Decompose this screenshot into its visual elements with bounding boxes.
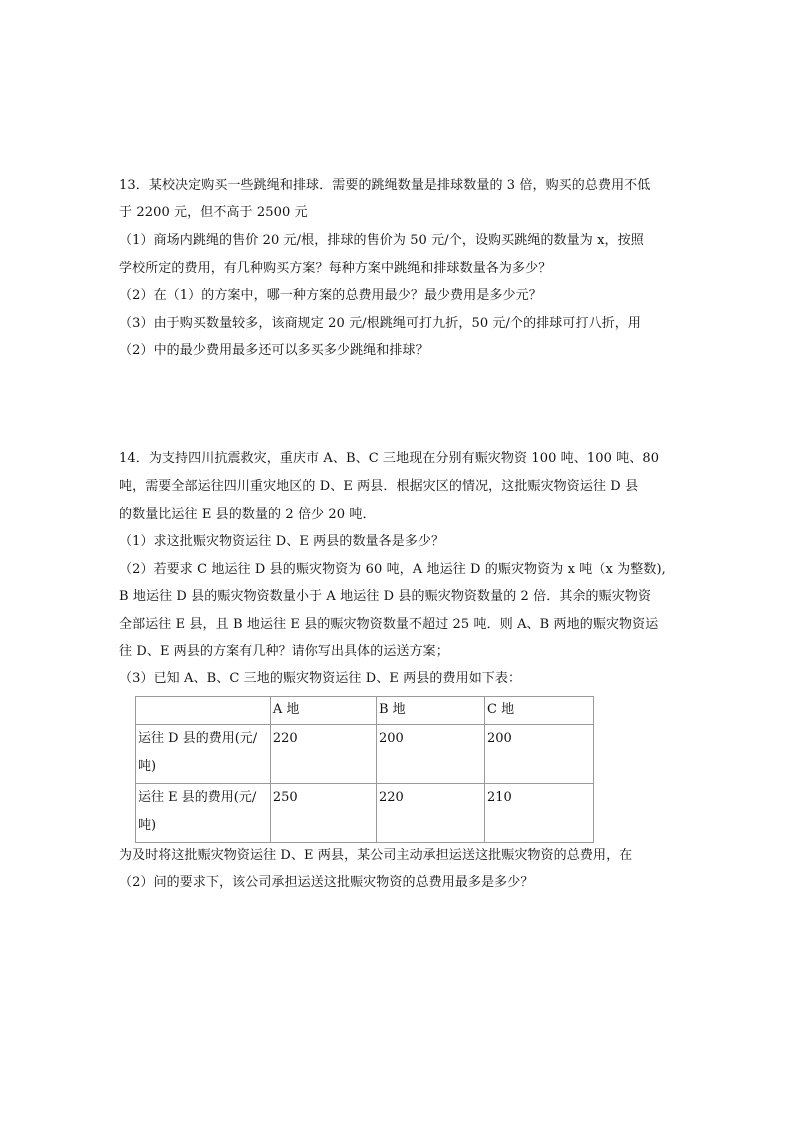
table-row xyxy=(136,784,594,843)
problem14-line-1: 14．为支持四川抗震救灾，重庆市 A、B、C 三地现在分别有赈灾物资 100 吨、100 吨、80 xyxy=(119,451,660,466)
problem13-line-5: （2）在（1）的方案中，哪一种方案的总费用最少？最少费用是多少元？ xyxy=(119,288,542,303)
table-cell: 200 xyxy=(484,725,593,784)
table-header-cell xyxy=(136,697,271,725)
problem14-line-7: 全部运往 E 县，且 B 地运往 E 县的赈灾物资数量不超过 25 吨．则 A、B 两地的赈灾物资运 xyxy=(119,617,659,632)
problem13-line-6: （3）由于购买数量较多，该商规定 20 元/根跳绳可打九折，50 元/个的排球可打八折，用 xyxy=(119,316,642,331)
problem13-line-2: 于 2200 元，但不高于 2500 元 xyxy=(119,205,308,220)
table-header-row xyxy=(136,697,594,725)
table-row xyxy=(136,725,594,784)
table-cell: 220 xyxy=(270,725,376,784)
table-header-cell: C 地 xyxy=(484,697,593,725)
table-header-cell: A 地 xyxy=(270,697,376,725)
problem13-line-4: 学校所定的费用，有几种购买方案？每种方案中跳绳和排球数量各为多少？ xyxy=(119,261,552,276)
problem14-line-8: 往 D、E 两县的方案有几种？请你写出具体的运送方案； xyxy=(119,644,449,659)
problem14-line-2: 吨，需要全部运往四川重灾地区的 D、E 两县．根据灾区的情况，这批赈灾物资运往 D 县 xyxy=(119,479,639,494)
problem14-line-5: （2）若要求 C 地运往 D 县的赈灾物资为 60 吨，A 地运往 D 的赈灾物资为 x 吨（x 为整数), xyxy=(119,562,666,577)
problem14-line-6: B 地运往 D 县的赈灾物资数量小于 A 地运往 D 县的赈灾物资数量的 2 倍．其余的赈灾物资 xyxy=(119,589,652,604)
problem13-line-1: 13．某校决定购买一些跳绳和排球．需要的跳绳数量是排球数量的 3 倍，购买的总费用不低 xyxy=(119,178,651,193)
cost-table xyxy=(135,696,594,843)
table-header-cell: B 地 xyxy=(376,697,484,725)
table-cell: 250 xyxy=(270,784,376,843)
table-row-label: 运往 D 县的费用(元/吨) xyxy=(136,725,271,784)
problem14-after-line-1: 为及时将这批赈灾物资运往 D、E 两县，某公司主动承担运送这批赈灾物资的总费用，在 xyxy=(119,848,633,863)
problem14-line-4: （1）求这批赈灾物资运往 D、E 两县的数量各是多少？ xyxy=(119,534,445,549)
table-cell: 200 xyxy=(376,725,484,784)
problem13-line-3: （1）商场内跳绳的售价 20 元/根，排球的售价为 50 元/个，设购买跳绳的数量为 x，按照 xyxy=(119,233,644,248)
problem14-line-9: （3）已知 A、B、C 三地的赈灾物资运往 D、E 两县的费用如下表： xyxy=(119,671,522,686)
table-row-label: 运往 E 县的费用(元/吨) xyxy=(136,784,271,843)
table-cell: 210 xyxy=(484,784,593,843)
table-cell: 220 xyxy=(376,784,484,843)
problem13-line-7: （2）中的最少费用最多还可以多买多少跳绳和排球？ xyxy=(119,343,429,358)
problem14-line-3: 的数量比运往 E 县的数量的 2 倍少 20 吨． xyxy=(119,507,376,522)
problem14-after-line-2: （2）问的要求下，该公司承担运送这批赈灾物资的总费用最多是多少？ xyxy=(119,875,534,890)
